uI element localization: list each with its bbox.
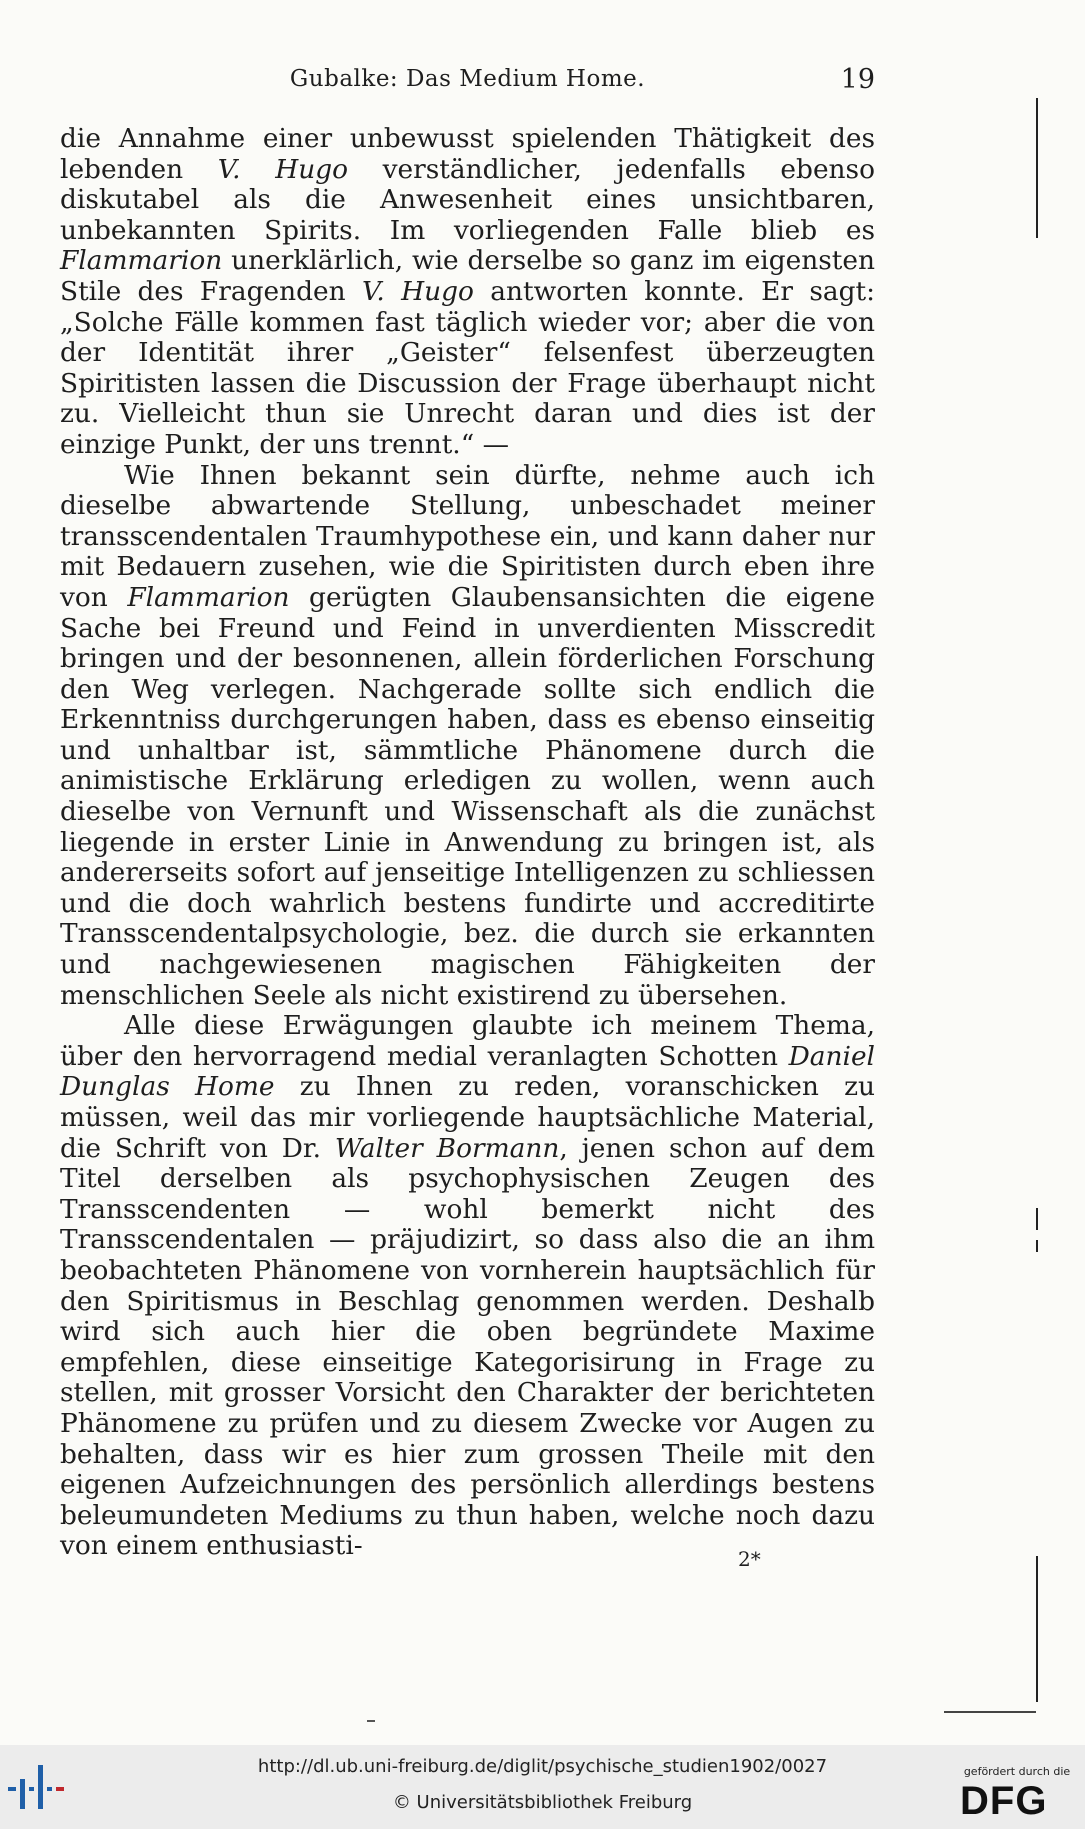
text-run: Wie Ihnen bekannt sein dürfte, nehme auch ich dieselbe abwartende Stellung, unbeschadet meiner transscendentalen Traumhypothese ein, und kann daher nur mit Bedauern zusehen, wie die Spiritisten durch eben ihre von bbox=[60, 459, 875, 613]
scan-edge-line bbox=[1036, 1208, 1038, 1230]
scan-edge-line bbox=[1036, 98, 1038, 238]
scan-mark bbox=[367, 1720, 375, 1722]
italic-name: V. Hugo bbox=[361, 275, 474, 307]
paragraph bbox=[60, 1011, 875, 1562]
scan-edge-line bbox=[1036, 1240, 1038, 1252]
italic-name: Walter Bormann bbox=[334, 1132, 560, 1164]
running-title: Gubalke: Das Medium Home. bbox=[289, 66, 646, 92]
italic-name: Flammarion bbox=[127, 581, 290, 613]
text-run: antworten konnte. Er sagt: „Solche Fälle kommen fast täglich wieder vor; aber die von der Identität ihrer „Geister“ felsenfest überzeugten Spiritisten lassen die Discussion der Frage überhaupt nicht zu. Vielleicht thun sie Unrecht daran und dies ist der einzige Punkt, der uns trennt.“ — bbox=[60, 275, 875, 460]
text-run: unerklärlich, wie derselbe so ganz im eigensten Stile des Fragenden bbox=[60, 245, 875, 307]
text-run: , jenen schon auf dem Titel derselben als psychophysischen Zeugen des Transscendenten — wohl bemerkt nicht des Transscendentalen — präjudizirt, so dass also die an ihm beobachteten Phänomene von vornherein hauptsächlich für den Spiritismus in Beschlag genommen werden. Deshalb wird sich auch hier die oben begründete Maxime empfehlen, diese einseitige Kategorisirung in Frage zu stellen, mit grosser Vorsicht den Charakter der berichteten Phänomene zu prüfen und zu diesem Zwecke vor Augen zu behalten, dass wir es hier zum grossen Theile mit den eigenen Aufzeichnungen des persönlich allerdings bestens beleumundeten Mediums zu thun haben, welche noch dazu von einem enthusiasti- bbox=[60, 1132, 875, 1562]
scan-edge-line bbox=[1036, 1556, 1038, 1702]
text-run: zu Ihnen zu reden, voranschicken zu müssen, weil das mir vorliegende hauptsächliche Material, die Schrift von Dr. bbox=[60, 1071, 875, 1164]
text-run: gerügten Glaubensansichten die eigene Sache bei Freund und Feind in unverdienten Misscredit bringen und der besonnenen, allein förderlichen Forschung den Weg verlegen. Nachgerade sollte sich endlich die Erkenntniss durchgerungen haben, dass es ebenso einseitig und unhaltbar ist, sämmtliche Phänomene durch die animistische Erklärung erledigen zu wollen, wenn auch dieselbe von Vernunft und Wissenschaft als die zunächst liegende in erster Linie in Anwendung zu bringen ist, als andererseits sofort auf jenseitige Intelligenzen zu schliessen und die doch wahrlich bestens fundirte und accreditirte Transscendentalpsychologie, bez. die durch sie erkannten und nachgewiesenen magischen Fähigkeiten der menschlichen Seele als nicht existirend zu übersehen. bbox=[60, 581, 875, 1011]
paragraph bbox=[60, 124, 875, 461]
body-text bbox=[60, 124, 875, 1562]
paragraph bbox=[60, 461, 875, 1012]
page-number: 19 bbox=[840, 64, 875, 95]
dfg-sponsor bbox=[958, 1765, 1076, 1825]
dfg-logo-icon: DFG bbox=[960, 1779, 1048, 1823]
text-run: die Annahme einer unbewusst spielenden Thätigkeit des lebenden bbox=[60, 123, 875, 185]
copyright-text: © Universitätsbibliothek Freiburg bbox=[392, 1792, 693, 1813]
text-run: verständlicher, jedenfalls ebenso diskutabel als die Anwesenheit eines unsichtbaren, unbekannten Spirits. Im vorliegenden Falle blieb es bbox=[60, 153, 875, 246]
dfg-caption: gefördert durch die bbox=[963, 1765, 1071, 1778]
footer-bar bbox=[0, 1745, 1085, 1829]
italic-name: Daniel Dunglas Home bbox=[60, 1040, 875, 1103]
source-url-link[interactable]: http://dl.ub.uni-freiburg.de/diglit/psychische_studien1902/0027 bbox=[257, 1756, 828, 1777]
page-header bbox=[60, 62, 875, 98]
scan-bottom-rule bbox=[944, 1711, 1036, 1713]
text-run: Alle diese Erwägungen glaubte ich meinem Thema, über den hervorragend medial veranlagten Schotten bbox=[60, 1010, 875, 1072]
italic-name: V. Hugo bbox=[217, 153, 348, 185]
italic-name: Flammarion bbox=[60, 245, 223, 277]
signature-mark: 2* bbox=[738, 1547, 761, 1571]
